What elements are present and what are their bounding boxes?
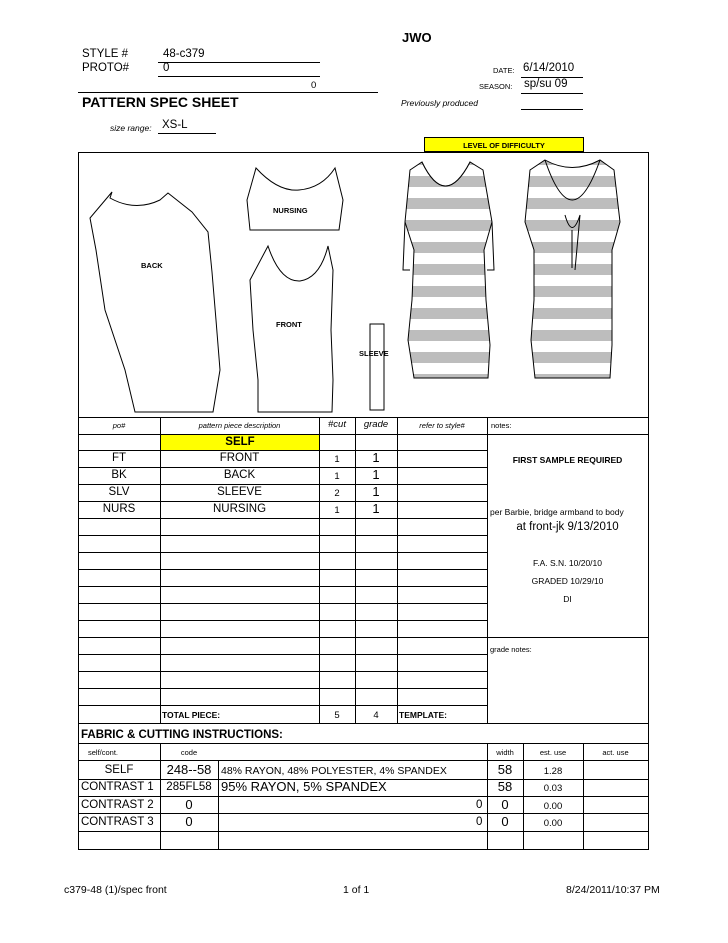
col-notes: notes: bbox=[491, 421, 512, 430]
note-first-sample: FIRST SAMPLE REQUIRED bbox=[512, 455, 623, 465]
season-value: sp/su 09 bbox=[524, 78, 568, 90]
difficulty-box: LEVEL OF DIFFICULTY bbox=[424, 137, 584, 152]
fabric-row-code: 0 bbox=[185, 797, 193, 812]
table-row-cut: 1 bbox=[334, 454, 340, 465]
total-piece-label: TOTAL PIECE: bbox=[162, 710, 221, 720]
footer-file: c379-48 (1)/spec front bbox=[64, 884, 167, 896]
date-value: 6/14/2010 bbox=[523, 62, 575, 74]
fabric-row-width: 58 bbox=[497, 762, 513, 777]
front-label: FRONT bbox=[276, 320, 302, 329]
fabric-row-width: 58 bbox=[497, 779, 513, 794]
fabric-row-type: CONTRAST 2 bbox=[81, 799, 154, 811]
sleeve-label: SLEEVE bbox=[359, 349, 389, 358]
fabric-row-code: 285FL58 bbox=[166, 781, 212, 793]
fabric-col-width: width bbox=[496, 748, 514, 757]
table-row-cut: 2 bbox=[334, 488, 340, 499]
note-fa: F.A. S.N. 10/20/10 bbox=[533, 558, 602, 568]
fabric-row-est: 0.00 bbox=[543, 801, 563, 812]
note-barbie: per Barbie, bridge armband to body bbox=[490, 507, 624, 517]
fabric-col-self: self/cont. bbox=[88, 748, 119, 757]
size-range-value: XS-L bbox=[162, 119, 188, 131]
proto-value: 0 bbox=[163, 62, 170, 74]
size-range-label: size range: bbox=[110, 123, 152, 133]
footer-page: 1 of 1 bbox=[343, 884, 370, 896]
nursing-label: NURSING bbox=[273, 206, 308, 215]
fabric-row-code: 0 bbox=[185, 814, 193, 829]
style-label: STYLE # bbox=[82, 48, 129, 60]
template-label: TEMPLATE: bbox=[399, 710, 448, 720]
note-di: DI bbox=[563, 594, 572, 604]
grade-notes-label: grade notes: bbox=[490, 645, 532, 654]
back-dress-illustration bbox=[525, 160, 620, 378]
table-row-desc: FRONT bbox=[219, 452, 260, 464]
table-row-desc: NURSING bbox=[212, 503, 267, 515]
footer-timestamp: 8/24/2011/10:37 PM bbox=[566, 884, 660, 896]
col-desc: pattern piece description bbox=[198, 421, 281, 430]
col-grade: grade bbox=[363, 419, 389, 430]
fabric-row-est: 0.00 bbox=[543, 818, 563, 829]
col-cut: #cut bbox=[328, 419, 346, 430]
fabric-row-type: CONTRAST 1 bbox=[81, 781, 154, 793]
table-row-po: BK bbox=[111, 469, 127, 481]
table-row-cut: 1 bbox=[334, 505, 340, 516]
back-pattern-piece bbox=[90, 192, 220, 412]
fabric-col-est: est. use bbox=[539, 748, 567, 757]
self-section-label: SELF bbox=[161, 435, 319, 450]
table-row-po: FT bbox=[111, 452, 127, 464]
table-row-desc: BACK bbox=[223, 469, 256, 481]
front-dress-illustration bbox=[403, 162, 494, 378]
note-at-front: at front-jk 9/13/2010 bbox=[516, 521, 619, 533]
table-row-po: NURS bbox=[102, 503, 136, 515]
front-pattern-piece bbox=[250, 246, 333, 412]
total-grade: 4 bbox=[373, 710, 379, 721]
fabric-col-act: act. use bbox=[602, 748, 629, 757]
table-row-grade: 1 bbox=[372, 501, 380, 516]
page-title: PATTERN SPEC SHEET bbox=[82, 94, 239, 110]
fabric-row-width: 0 bbox=[501, 814, 509, 829]
col-refer: refer to style# bbox=[419, 421, 465, 430]
table-row-po: SLV bbox=[108, 486, 130, 498]
fabric-row-desc: 95% RAYON, 5% SPANDEX bbox=[221, 779, 387, 794]
proto-extra: 0 bbox=[311, 80, 317, 91]
date-label: DATE: bbox=[493, 66, 515, 75]
back-label: BACK bbox=[141, 261, 163, 270]
fabric-row-width: 0 bbox=[501, 797, 509, 812]
sleeve-pattern-piece bbox=[370, 324, 384, 410]
table-row-desc: SLEEVE bbox=[217, 486, 262, 498]
style-value: 48-c379 bbox=[163, 48, 205, 60]
company-name: JWO bbox=[402, 30, 432, 45]
season-label: SEASON: bbox=[479, 82, 513, 91]
nursing-pattern-piece bbox=[247, 168, 343, 230]
col-po: po# bbox=[112, 421, 126, 430]
fabric-row-desc: 48% RAYON, 48% POLYESTER, 4% SPANDEX bbox=[221, 765, 447, 777]
table-row-grade: 1 bbox=[372, 484, 380, 499]
fabric-title: FABRIC & CUTTING INSTRUCTIONS: bbox=[81, 729, 283, 741]
fabric-row-est: 0.03 bbox=[543, 783, 563, 794]
fabric-row-type: CONTRAST 3 bbox=[81, 816, 154, 828]
fabric-row-zero: 0 bbox=[476, 799, 483, 811]
proto-label: PROTO# bbox=[82, 62, 130, 74]
fabric-row-est: 1.28 bbox=[543, 766, 563, 777]
fabric-row-type: SELF bbox=[104, 764, 134, 776]
table-row-grade: 1 bbox=[372, 467, 380, 482]
fabric-row-zero: 0 bbox=[476, 816, 483, 828]
note-graded: GRADED 10/29/10 bbox=[531, 576, 604, 586]
fabric-row-code: 248--58 bbox=[166, 762, 212, 777]
table-row-grade: 1 bbox=[372, 450, 380, 465]
total-cut: 5 bbox=[334, 710, 340, 721]
previously-produced: Previously produced bbox=[401, 98, 479, 108]
fabric-col-code: code bbox=[180, 748, 198, 757]
table-row-cut: 1 bbox=[334, 471, 340, 482]
